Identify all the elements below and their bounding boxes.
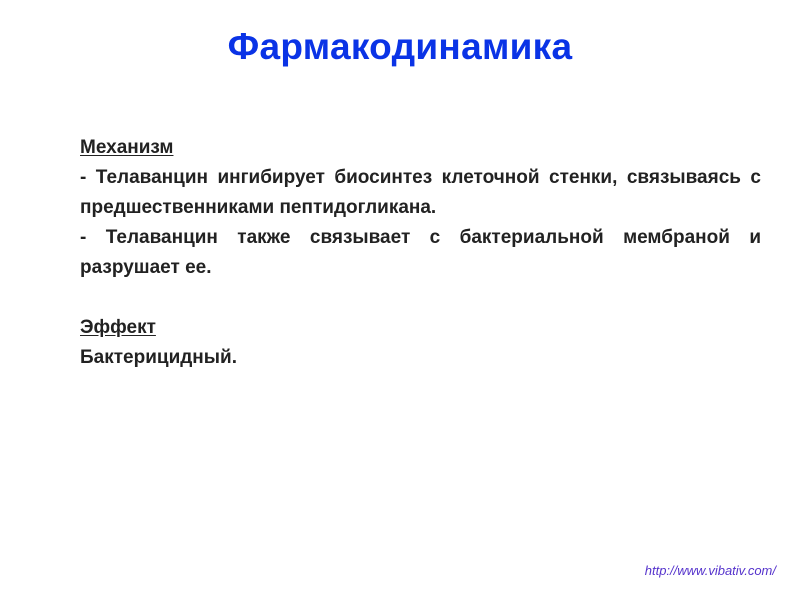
effect-heading: Эффект xyxy=(80,317,156,338)
slide-content xyxy=(80,133,761,373)
effect-text: Бактерицидный. xyxy=(80,347,237,368)
section-spacer xyxy=(80,283,761,313)
mechanism-item-2: - Телаванцин также связывает с бактериальной мембраной и разрушает ее. xyxy=(80,227,761,278)
source-link[interactable]: http://www.vibativ.com/ xyxy=(644,563,776,578)
mechanism-item-1: - Телаванцин ингибирует биосинтез клеточной стенки, связываясь с предшественниками пептидогликана. xyxy=(80,167,761,218)
mechanism-heading: Механизм xyxy=(80,137,174,158)
slide-title: Фармакодинамика xyxy=(227,26,573,67)
